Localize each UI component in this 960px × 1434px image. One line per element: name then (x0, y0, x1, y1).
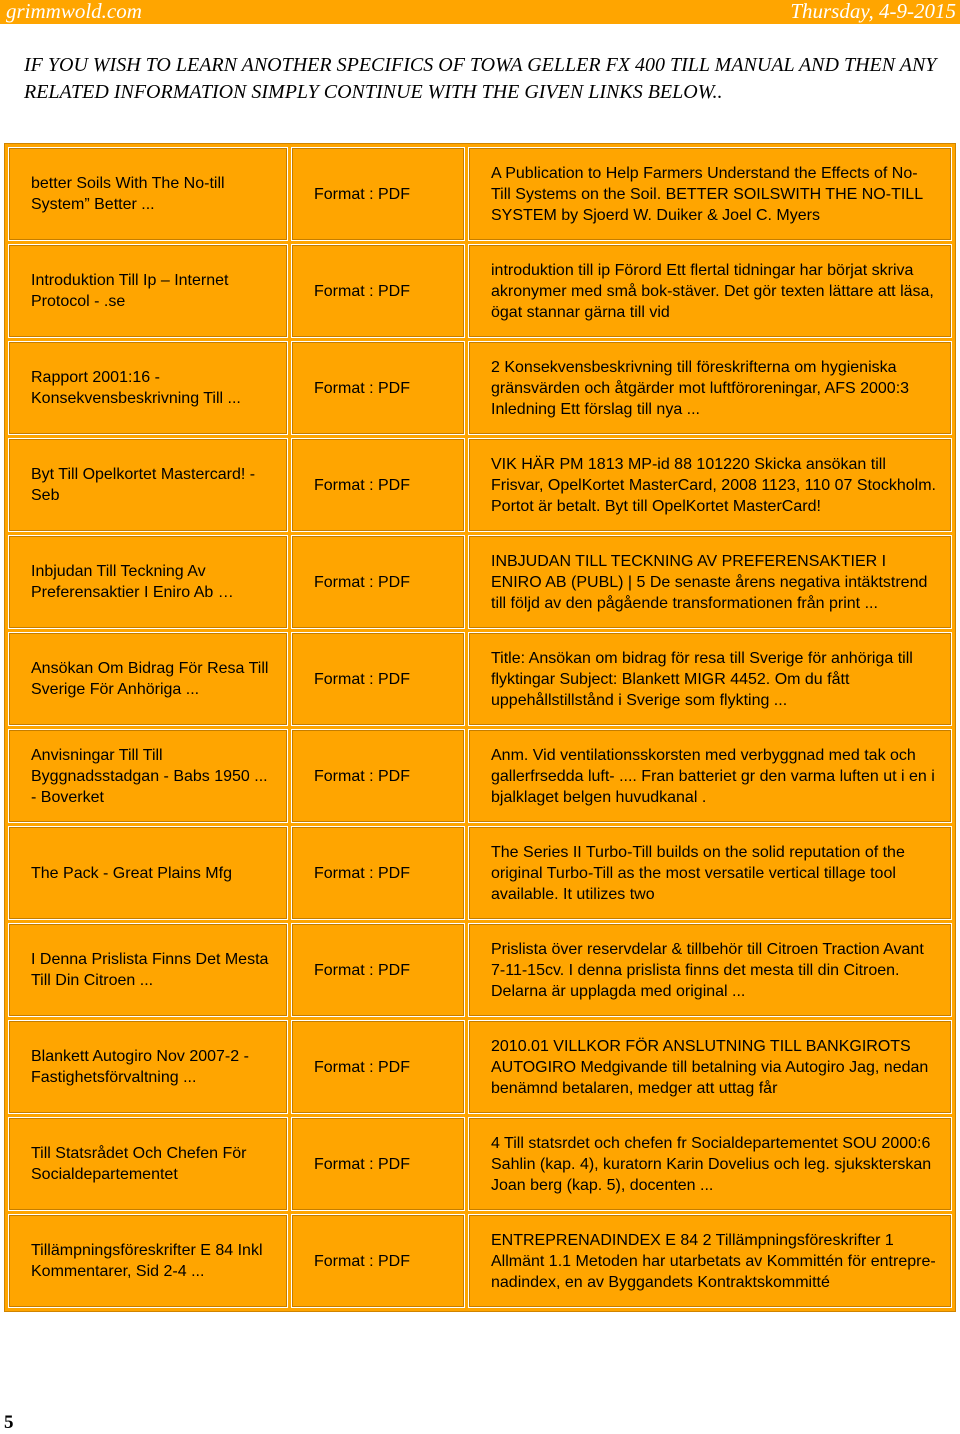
table-row (8, 1214, 952, 1308)
table-row (8, 244, 952, 338)
document-description: The Series II Turbo-Till builds on the solid reputation of the original Turbo-Till as the most versatile vertical tillage tool available. It utilizes two (468, 826, 952, 920)
format-label: Format : PDF (291, 729, 465, 823)
table-row (8, 923, 952, 1017)
page-number: 5 (4, 1412, 14, 1433)
format-label: Format : PDF (291, 632, 465, 726)
document-title-link[interactable]: Tillämpningsföreskrifter E 84 Inkl Kommentarer, Sid 2-4 ... (8, 1214, 288, 1308)
page-heading: IF YOU WISH TO LEARN ANOTHER SPECIFICS OF TOWA GELLER FX 400 TILL MANUAL AND THEN ANY RELATED INFORMATION SIMPLY CONTINUE WITH THE GIVEN LINKS BELOW.. (24, 54, 937, 103)
document-title-link[interactable]: Anvisningar Till Till Byggnadsstadgan - Babs 1950 ... - Boverket (8, 729, 288, 823)
document-title-link[interactable]: Introduktion Till Ip – Internet Protocol - .se (8, 244, 288, 338)
format-label: Format : PDF (291, 826, 465, 920)
document-title-link[interactable]: Till Statsrådet Och Chefen För Socialdepartementet (8, 1117, 288, 1211)
document-description: Anm. Vid ventilationsskorsten med verbyggnad med tak och gallerfrsedda luft- .... Fran batteriet gr den varma luften ut i en i bjalklaget belgen huvudkanal . (468, 729, 952, 823)
format-label: Format : PDF (291, 535, 465, 629)
document-title-link[interactable]: Blankett Autogiro Nov 2007-2 - Fastighetsförvaltning ... (8, 1020, 288, 1114)
format-label: Format : PDF (291, 1020, 465, 1114)
document-title-link[interactable]: The Pack - Great Plains Mfg (8, 826, 288, 920)
document-title-link[interactable]: better Soils With The No-till System” Better ... (8, 147, 288, 241)
table-row (8, 826, 952, 920)
table-row (8, 1020, 952, 1114)
document-description: 4 Till statsrdet och chefen fr Socialdepartementet SOU 2000:6 Sahlin (kap. 4), kuratorn Karin Dovelius och leg. sjukskterskan Joan berg (kap. 5), docenten ... (468, 1117, 952, 1211)
table-row (8, 535, 952, 629)
document-title-link[interactable]: I Denna Prislista Finns Det Mesta Till Din Citroen ... (8, 923, 288, 1017)
document-description: Prislista över reservdelar & tillbehör till Citroen Traction Avant 7-11-15cv. I denna prislista finns det mesta till din Citroen. Delarna är upplagda med original ... (468, 923, 952, 1017)
format-label: Format : PDF (291, 1117, 465, 1211)
header-bar (0, 0, 960, 24)
format-label: Format : PDF (291, 244, 465, 338)
header-date: Thursday, 4-9-2015 (790, 0, 956, 23)
table-row (8, 729, 952, 823)
document-title-link[interactable]: Rapport 2001:16 - Konsekvensbeskrivning Till ... (8, 341, 288, 435)
format-label: Format : PDF (291, 1214, 465, 1308)
format-label: Format : PDF (291, 923, 465, 1017)
table-row (8, 147, 952, 241)
format-label: Format : PDF (291, 147, 465, 241)
document-description: 2010.01 VILLKOR FÖR ANSLUTNING TILL BANKGIROTS AUTOGIRO Medgivande till betalning via Autogiro Jag, nedan benämnd betalaren, medger att uttag får (468, 1020, 952, 1114)
document-description: VIK HÄR PM 1813 MP-id 88 101220 Skicka ansökan till Frisvar, OpelKortet MasterCard, 2008 1123, 110 07 Stockholm. Portot är betalt. Byt till OpelKortet MasterCard! (468, 438, 952, 532)
table-row (8, 1117, 952, 1211)
document-title-link[interactable]: Inbjudan Till Teckning Av Preferensaktier I Eniro Ab … (8, 535, 288, 629)
document-description: Title: Ansökan om bidrag för resa till Sverige för anhöriga till flyktingar Subject: Blankett MIGR 4452. Om du fått uppehållstillstånd i Sverige som flykting ... (468, 632, 952, 726)
format-label: Format : PDF (291, 438, 465, 532)
document-description: 2 Konsekvensbeskrivning till föreskrifterna om hygieniska gränsvärden och åtgärder mot luftföroreningar, AFS 2000:3 Inledning Ett förslag till nya ... (468, 341, 952, 435)
site-name[interactable]: grimmwold.com (6, 0, 142, 23)
table-row (8, 341, 952, 435)
documents-table (4, 143, 956, 1312)
document-description: ENTREPRENADINDEX E 84 2 Tillämpningsföreskrifter 1 Allmänt 1.1 Metoden har utarbetats av Kommittén för entrepre-nadindex, en av Byggandets Kontraktskommitté (468, 1214, 952, 1308)
document-description: A Publication to Help Farmers Understand the Effects of No-Till Systems on the Soil. BETTER SOILSWITH THE NO-TILL SYSTEM by Sjoerd W. Duiker & Joel C. Myers (468, 147, 952, 241)
document-title-link[interactable]: Byt Till Opelkortet Mastercard! - Seb (8, 438, 288, 532)
document-description: INBJUDAN TILL TECKNING AV PREFERENSAKTIER I ENIRO AB (PUBL) | 5 De senaste årens negativa intäktstrend till följd av den pågående transformationen från print ... (468, 535, 952, 629)
format-label: Format : PDF (291, 341, 465, 435)
document-title-link[interactable]: Ansökan Om Bidrag För Resa Till Sverige För Anhöriga ... (8, 632, 288, 726)
table-row (8, 438, 952, 532)
table-row (8, 632, 952, 726)
document-description: introduktion till ip Förord Ett flertal tidningar har börjat skriva akronymer med små bok-stäver. Det gör texten lättare att läsa, ögat stannar gärna till vid (468, 244, 952, 338)
